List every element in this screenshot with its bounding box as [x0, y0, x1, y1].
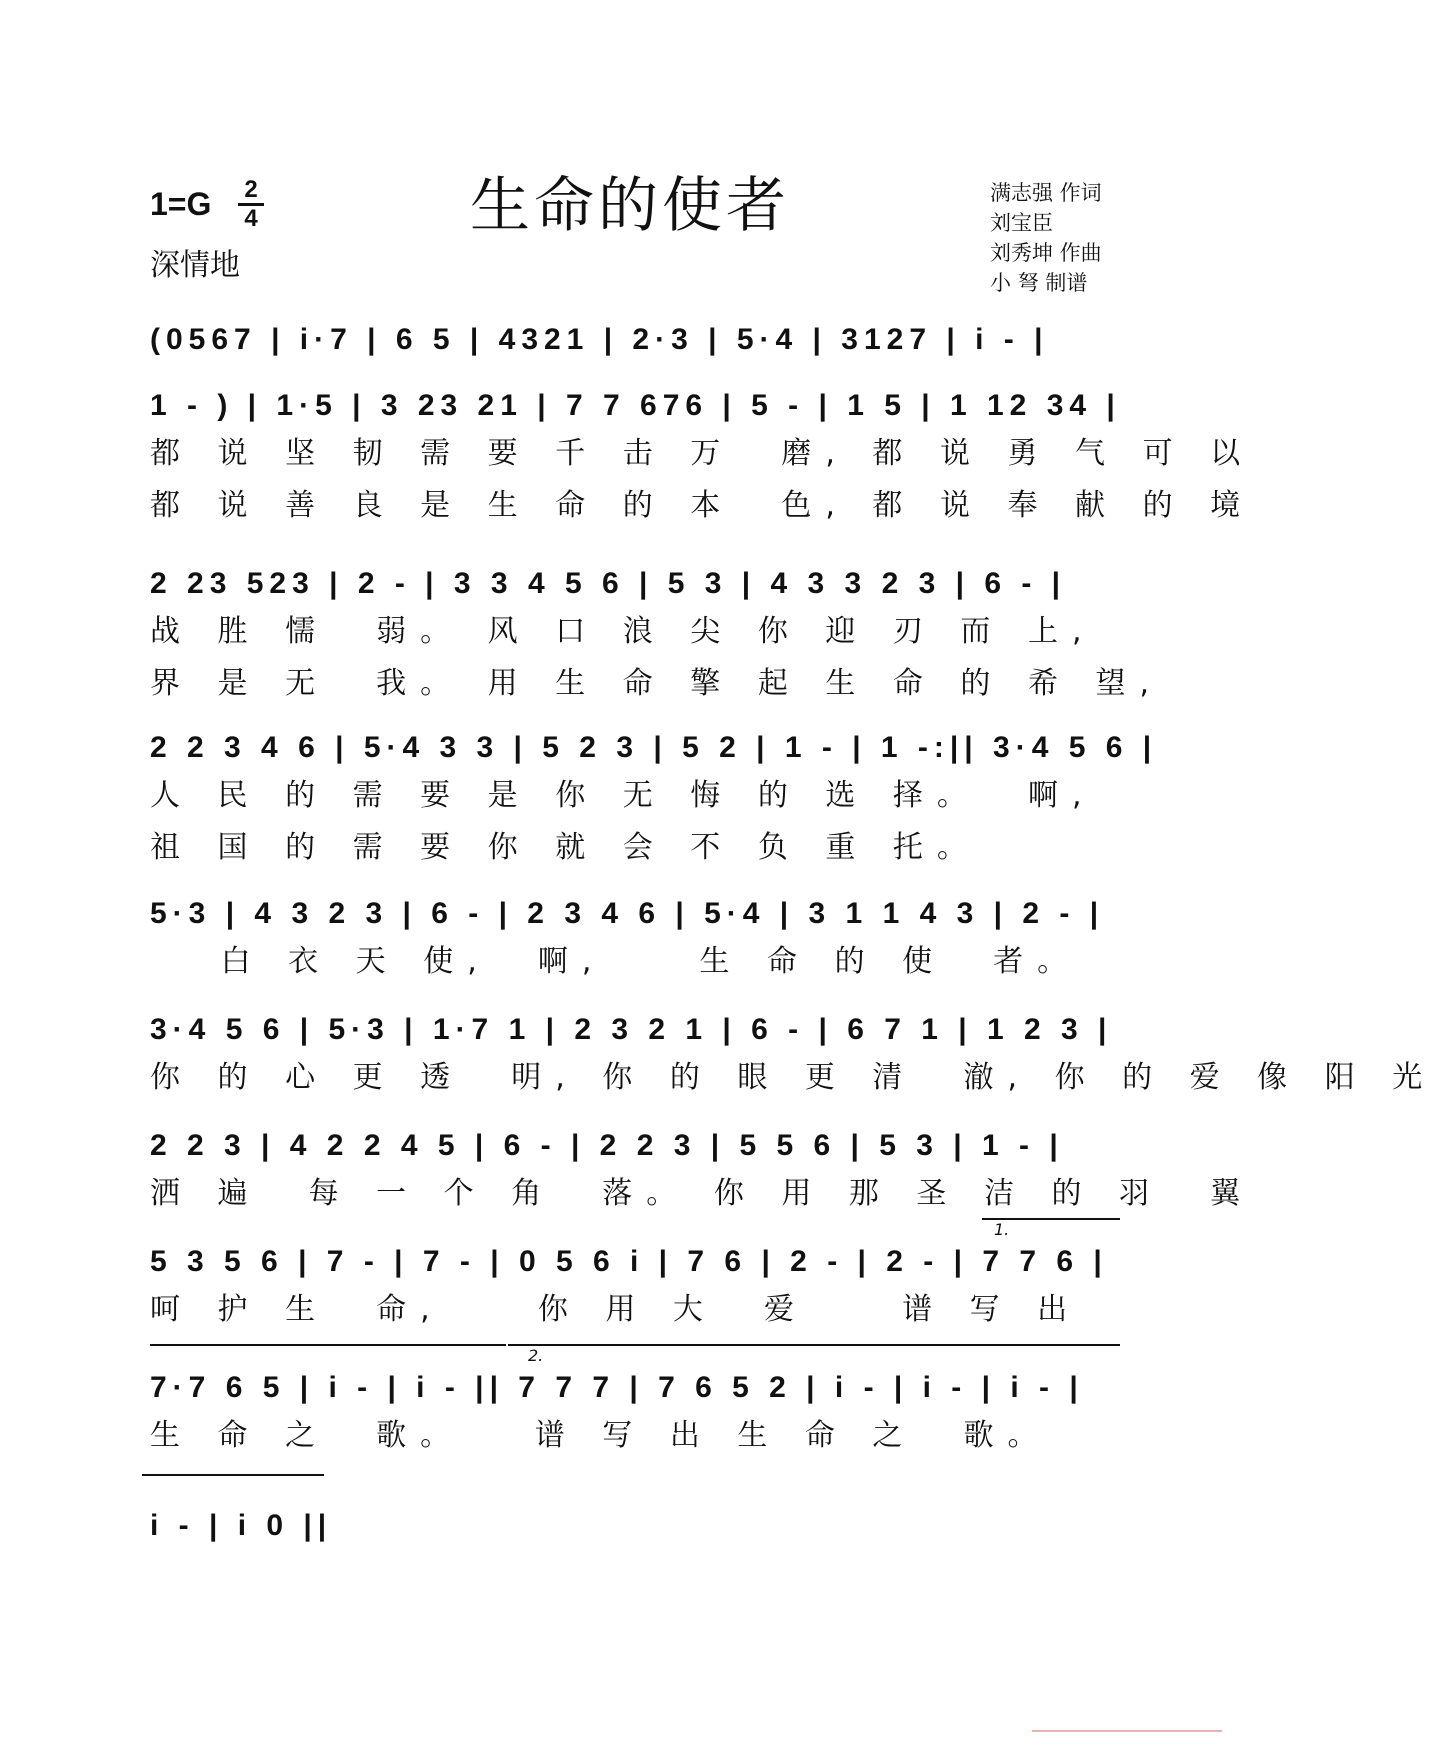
score-system-6 [150, 1008, 1436, 1104]
score-system-5 [150, 892, 1130, 988]
lyric-line: 生 命 之 歌。 谱 写 出 生 命 之 歌。 [150, 1418, 1052, 1453]
score-system-3 [150, 562, 1164, 710]
lyric-verse-1: 战 胜 懦 弱。 风 口 浪 尖 你 迎 刃 而 上, [150, 614, 1096, 649]
second-ending-continuation [142, 1474, 324, 1476]
score-system-2 [150, 384, 1255, 532]
time-signature [238, 178, 264, 231]
notes-line: 5 3 5 6 | 7 - | 7 - | 0 5 6 i | 7 6 | 2 - | 2 - | 7 7 6 | [150, 1245, 1108, 1278]
notes-line: 3·4 5 6 | 5·3 | 1·7 1 | 2 3 2 1 | 6 - | 6 7 1 | 1 2 3 | [150, 1013, 1113, 1046]
first-ending-continuation [150, 1344, 506, 1346]
lyric-verse-2: 界 是 无 我。 用 生 命 擎 起 生 命 的 希 望, [150, 666, 1164, 701]
meter-top: 2 [244, 176, 258, 203]
score-system-7 [150, 1124, 1255, 1220]
credit-line: 刘秀坤 作曲 [990, 241, 1102, 265]
lyric-line: 洒 遍 每 一 个 角 落。 你 用 那 圣 洁 的 羽 翼 [150, 1176, 1255, 1211]
notes-line: 2 23 523 | 2 - | 3 3 4 5 6 | 5 3 | 4 3 3 2 3 | 6 - | [150, 567, 1067, 600]
tempo-marking: 深情地 [150, 248, 240, 283]
lyric-line: 白 衣 天 使, 啊, 生 命 的 使 者。 [150, 944, 1082, 979]
score-system-9 [150, 1366, 1130, 1462]
second-ending-mark: 2. [528, 1346, 544, 1365]
meter-bottom: 4 [244, 205, 258, 232]
score-system-8 [150, 1240, 1130, 1336]
song-title: 生命的使者 [470, 171, 790, 241]
notes-line: 2 2 3 | 4 2 2 4 5 | 6 - | 2 2 3 | 5 5 6 | 5 3 | 1 - | [150, 1129, 1064, 1162]
lyric-verse-2: 祖 国 的 需 要 你 就 会 不 负 重 托。 [150, 830, 981, 865]
lyric-line: 呵 护 生 命, 你 用 大 爱 谱 写 出 [150, 1292, 1082, 1327]
notes-line: 5·3 | 4 3 2 3 | 6 - | 2 3 4 6 | 5·4 | 3 1 1 4 3 | 2 - | [150, 897, 1105, 930]
notes-line: 1 - ) | 1·5 | 3 23 21 | 7 7 676 | 5 - | 1 5 | 1 12 34 | [150, 389, 1121, 422]
notes-line: (0567 | i·7 | 6 5 | 4321 | 2·3 | 5·4 | 3127 | i - | [150, 323, 1049, 356]
score-system-1 [150, 318, 1130, 362]
notes-line: 7·7 6 5 | i - | i - || 7 7 7 | 7 6 5 2 | i - | i - | i - | [150, 1371, 1084, 1404]
lyric-line: 你 的 心 更 透 明, 你 的 眼 更 清 澈, 你 的 爱 像 阳 光 [150, 1060, 1436, 1095]
lyric-verse-1: 人 民 的 需 要 是 你 无 悔 的 选 择。 啊, [150, 778, 1096, 813]
second-ending-bracket [508, 1344, 1120, 1346]
notes-line: i - | i 0 || [150, 1509, 333, 1542]
lyric-verse-2: 都 说 善 良 是 生 命 的 本 色, 都 说 奉 献 的 境 [150, 488, 1255, 523]
corner-watermark [1032, 1730, 1222, 1732]
score-system-4 [150, 726, 1158, 874]
key-signature: 1=G [150, 186, 212, 222]
score-system-10 [150, 1504, 1130, 1548]
credit-line: 满志强 作词 [990, 181, 1102, 205]
credit-line: 小 弩 制谱 [990, 271, 1088, 295]
credit-line: 刘宝臣 [990, 211, 1053, 235]
lyric-verse-1: 都 说 坚 韧 需 要 千 击 万 磨, 都 说 勇 气 可 以 [150, 436, 1255, 471]
notes-line: 2 2 3 4 6 | 5·4 3 3 | 5 2 3 | 5 2 | 1 - | 1 -:|| 3·4 5 6 | [150, 731, 1158, 764]
credits [990, 178, 1102, 298]
first-ending-mark: 1. [994, 1220, 1010, 1239]
